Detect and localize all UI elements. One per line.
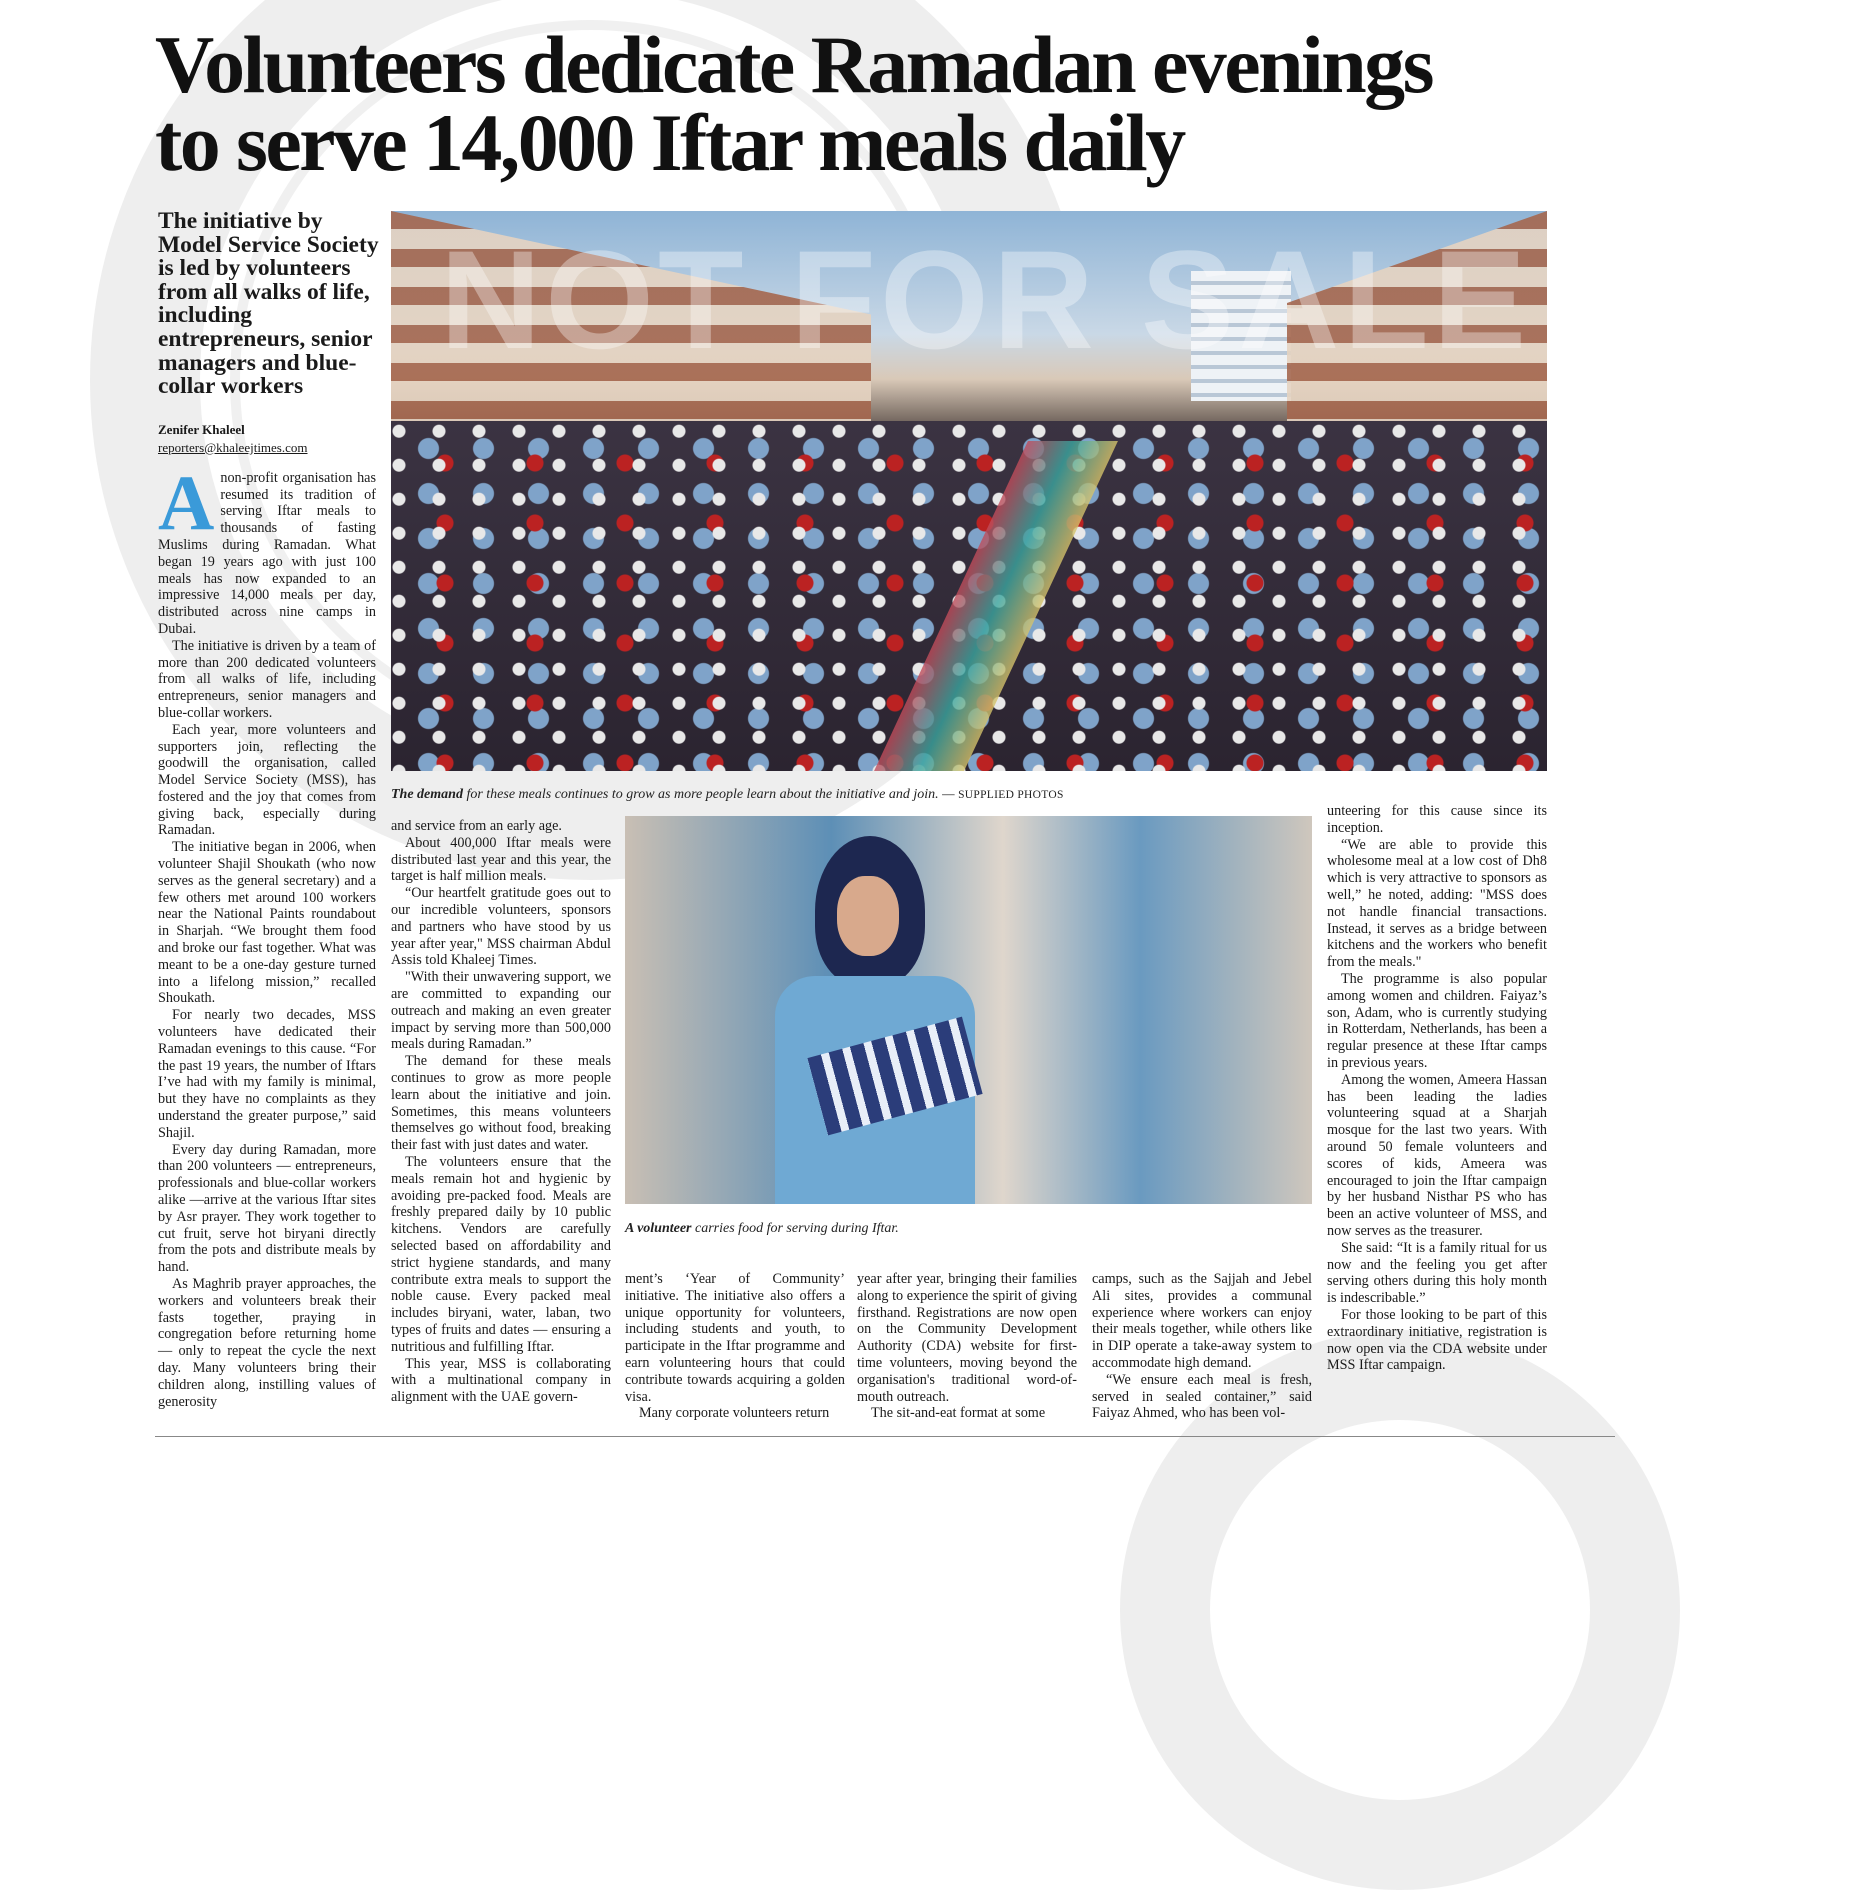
article-paragraph xyxy=(857,1405,1077,1422)
paragraph-text: "With their unwavering support, we are committed to expanding our outreach and making an even greater impact by serving more than 500,000 meals during Ramadan.” xyxy=(391,969,611,1053)
paragraph-text: Many corporate volunteers return xyxy=(639,1405,830,1422)
caption-top-photo xyxy=(391,786,1064,804)
left-column-flow xyxy=(158,210,384,1410)
article-paragraph xyxy=(1092,1372,1312,1422)
article-paragraph xyxy=(158,458,376,638)
byline-email-link[interactable]: reporters@khaleejtimes.com xyxy=(158,439,308,455)
paragraph-text: unteering for this cause since its inception. xyxy=(1327,803,1547,836)
paragraph-text: For those looking to be part of this extraordinary initiative, registration is now open via the CDA website under MSS Iftar campaign. xyxy=(1327,1306,1547,1374)
watermark-text: NOT FOR SALE xyxy=(440,221,1531,378)
paragraph-text: As Maghrib prayer approaches, the workers and volunteers break their fasts together, praying in congregation before returning home — only to repeat the cycle the next day. Many volunteers bring their children along, instilling values of generosity xyxy=(158,1276,376,1410)
paragraph-text: This year, MSS is collaborating with a multinational company in alignment with the UAE govern- xyxy=(391,1355,611,1406)
article-column-5 xyxy=(1092,1271,1312,1422)
headline xyxy=(155,19,1432,188)
article-paragraph xyxy=(158,638,376,722)
paragraph-text: camps, such as the Sajjah and Jebel Ali sites, provides a communal experience where workers can enjoy their meals together, while others like in DIP operate a take-away system to accommodate high demand. xyxy=(1092,1271,1312,1371)
article-paragraph xyxy=(158,1276,376,1410)
paragraph-text: ment’s ‘Year of Community’ initiative. The initiative also offers a unique opportunity for volunteers, including students and youth, to participate in the Iftar programme and earn volunteering hours that could contribute towards acquiring a golden visa. xyxy=(625,1271,845,1405)
paragraph-text: The sit-and-eat format at some xyxy=(871,1405,1046,1422)
paragraph-text: She said: “It is a family ritual for us now and the feeling you get after serving others during this holy month is indescribable.” xyxy=(1327,1239,1547,1307)
article-paragraph xyxy=(158,722,376,840)
article-column-3 xyxy=(625,1271,845,1422)
paragraph-text: Among the women, Ameera Hassan has been leading the ladies volunteering squad at a Sharjah mosque for the last two years. With around 50 female volunteers and scores of kids, Ameera was encouraged to join the Iftar campaign by her husband Nisthar PS who has been an active volunteer of MSS, and now serves as the treasurer. xyxy=(1327,1071,1547,1239)
caption-bottom-photo xyxy=(625,1220,899,1238)
article-paragraph xyxy=(158,1142,376,1276)
paragraph-text: and service from an early age. xyxy=(391,818,562,834)
article-paragraph xyxy=(391,1154,611,1356)
paragraph-text: “We ensure each meal is fresh, served in sealed container,” said Faiyaz Ahmed, who has been vol- xyxy=(1092,1371,1312,1422)
article-column-6 xyxy=(1327,803,1547,1374)
article-paragraph xyxy=(1327,803,1547,837)
article-column-1 xyxy=(158,458,376,1411)
paragraph-text: The programme is also popular among women and children. Faiyaz’s son, Adam, who is currently studying in Rotterdam, Netherlands, has been a regular presence at these Iftar camps in previous years. xyxy=(1327,970,1547,1071)
paragraph-text: The initiative is driven by a team of more than 200 dedicated volunteers from all walks of life, including entrepreneurs, senior managers and blue-collar workers. xyxy=(158,637,376,721)
article-paragraph xyxy=(1327,1240,1547,1307)
photo-building-center xyxy=(1191,271,1291,401)
paragraph-text: Each year, more volunteers and supporters join, reflecting the goodwill the organisation, called Model Service Society (MSS), has fostered and the joy that comes from giving back, especially during Ramadan. xyxy=(158,721,376,839)
paragraph-text: Every day during Ramadan, more than 200 volunteers — entrepreneurs, professionals and blue-collar workers alike —arrive at the various Iftar sites by Asr prayer. They work together to cut fruit, serve hot biryani directly from the pots and distribute meals by hand. xyxy=(158,1141,376,1276)
article-column-2 xyxy=(391,818,611,1406)
photo-building-left xyxy=(391,211,871,441)
article-paragraph xyxy=(1327,837,1547,971)
article-paragraph xyxy=(1327,1072,1547,1240)
caption-lead: A volunteer xyxy=(625,1221,692,1236)
paragraph-text: The volunteers ensure that the meals remain hot and hygienic by avoiding pre-packed food. Meals are freshly prepared daily by 10 public kitchens. Vendors are carefully selected based on affordability and strict hygiene standards, and many contribute extra meals to support the noble cause. Every packed meal includes biryani, water, laban, two types of fruits and dates — ensuring a nutritious and fulfilling Iftar. xyxy=(391,1153,611,1355)
article-paragraph xyxy=(391,1356,611,1406)
bottom-divider xyxy=(155,1436,1615,1437)
caption-text: carries food for serving during Iftar. xyxy=(691,1221,899,1236)
photo-volunteer-figure xyxy=(775,836,985,1204)
article-paragraph xyxy=(391,1053,611,1154)
article-paragraph xyxy=(1327,1307,1547,1374)
article-column-4 xyxy=(857,1271,1077,1422)
article-paragraph xyxy=(1327,971,1547,1072)
caption-lead: The demand xyxy=(391,787,463,802)
caption-text: for these meals continues to grow as more people learn about the initiative and join. — xyxy=(462,787,959,802)
paragraph-text: The initiative began in 2006, when volunteer Shajil Shoukath (who now serves as the general secretary) and a few others met around 100 workers near the National Paints roundabout in Sharjah. “We brought them food and broke our fast together. What was meant to be a one-day gesture turned into a lifelong mission,” recalled Shoukath. xyxy=(158,839,376,1007)
article-paragraph xyxy=(391,885,611,969)
photo-volunteer xyxy=(625,816,1312,1204)
paragraph-text: About 400,000 Iftar meals were distributed last year and this year, the target is half million meals. xyxy=(391,834,611,885)
paragraph-text: “Our heartfelt gratitude goes out to our incredible volunteers, sponsors and partners who have stood by us year after year," MSS chairman Abdul Assis told Khaleej Times. xyxy=(391,885,611,969)
byline-author: Zenifer Khaleel xyxy=(158,421,245,437)
photo-iftar-crowd xyxy=(391,211,1547,771)
deck-summary: The initiative by Model Service Society is led by volunteers from all walks of life, including entrepreneurs, senior managers and blue-collar workers xyxy=(158,208,379,400)
paragraph-text: “We are able to provide this wholesome meal at a low cost of Dh8 which is very attractive to sponsors as well,” he noted, adding: "MSS does not handle financial transactions. Instead, it serves as a bridge between kitchens and the workers who benefit from the meals." xyxy=(1327,836,1547,971)
article-paragraph xyxy=(625,1271,845,1405)
caption-credit: SUPPLIED PHOTOS xyxy=(958,789,1064,801)
photo-building-right xyxy=(1287,211,1547,441)
headline-line-2: to serve 14,000 Iftar meals daily xyxy=(155,97,1184,188)
article-paragraph xyxy=(857,1271,1077,1405)
photo-face xyxy=(837,876,899,956)
paragraph-text: For nearly two decades, MSS volunteers have dedicated their Ramadan evenings to this cause. “For the past 19 years, the number of Iftars I’ve had with my family is minimal, but they have no complaints as they understand the greater purpose,” said Shajil. xyxy=(158,1007,376,1141)
drop-cap: A xyxy=(158,458,215,546)
article-paragraph xyxy=(1092,1271,1312,1372)
headline-line-1: Volunteers dedicate Ramadan evenings xyxy=(155,19,1432,110)
article-paragraph xyxy=(158,839,376,1007)
paragraph-text: year after year, bringing their families along to experience the spirit of giving firsthand. Registrations are now open on the Community Development Authority (CDA) website for first-time volunteers, moving beyond the organisation's traditional word-of-mouth outreach. xyxy=(857,1271,1077,1405)
article-paragraph xyxy=(158,1007,376,1141)
paragraph-text: The demand for these meals continues to grow as more people learn about the initiative and join. Sometimes, this means volunteers themselves go without food, breaking their fast with just dates and water. xyxy=(391,1053,611,1154)
article-paragraph xyxy=(391,835,611,885)
article-paragraph xyxy=(391,969,611,1053)
paragraph-text: non-profit organisation has resumed its tradition of serving Iftar meals to thousands of fasting Muslims during Ramadan. What began 19 years ago with just 100 meals has now expanded to an impressive 14,000 meals per day, distributed across nine camps in Dubai. xyxy=(158,469,376,637)
article-paragraph xyxy=(391,818,611,835)
article-paragraph xyxy=(625,1405,845,1422)
